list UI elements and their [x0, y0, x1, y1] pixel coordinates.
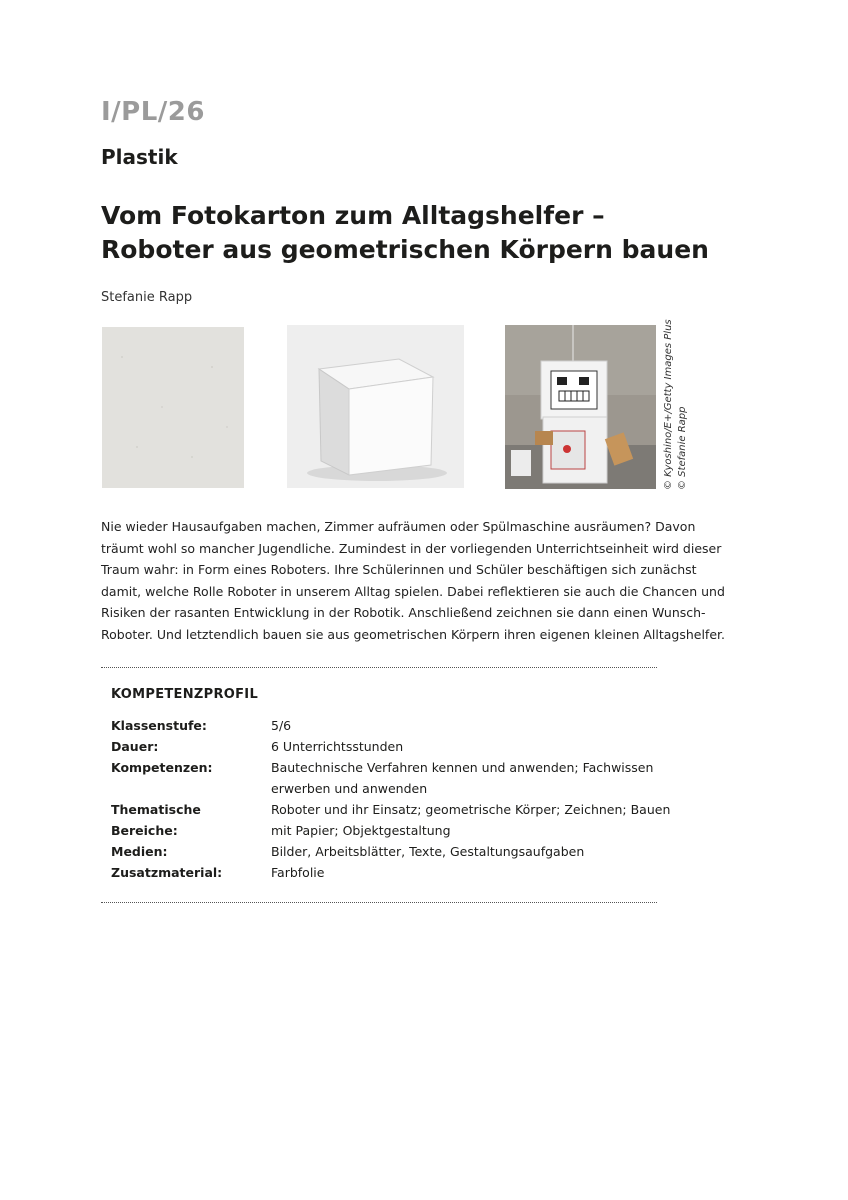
- profile-row: [111, 799, 671, 841]
- profile-row: [111, 757, 654, 799]
- photo-paper-robot: [505, 325, 656, 489]
- profile-row: [111, 841, 651, 862]
- intro-line: Nie wieder Hausaufgaben machen, Zimmer aufräumen oder Spülmaschine ausräumen? Davon: [101, 519, 696, 534]
- profile-label: Dauer:: [111, 739, 159, 754]
- intro-paragraph: [101, 516, 725, 645]
- cardboard-texture-image: [102, 327, 244, 488]
- profile-label: Zusatzmaterial:: [111, 865, 223, 880]
- document-code: I/PL/26: [101, 97, 205, 127]
- intro-line: Roboter. Und letztendlich bauen sie aus geometrischen Körpern ihren eigenen kleinen Alltagshelfer.: [101, 626, 725, 642]
- profile-value-line: Bautechnische Verfahren kennen und anwenden; Fachwissen: [271, 760, 654, 775]
- photo-cardboard: [102, 327, 244, 488]
- photo-paper-box: [287, 325, 464, 488]
- intro-line: Risiken der rasanten Entwicklung in der Robotik. Anschließend zeichnen sie dann einen Wunsch-: [101, 605, 706, 620]
- profile-value-line: mit Papier; Objektgestaltung: [271, 823, 451, 838]
- profile-value-line: erwerben und anwenden: [271, 781, 428, 796]
- section-heading: Plastik: [101, 145, 178, 169]
- author: Stefanie Rapp: [101, 290, 193, 305]
- profile-value-line: Bilder, Arbeitsblätter, Texte, Gestaltungsaufgaben: [271, 844, 585, 859]
- profile-value: [271, 799, 671, 841]
- profile-value-line: 5/6: [271, 718, 292, 733]
- intro-line: damit, welche Rolle Roboter in unserem Alltag spielen. Dabei reflektieren sie auch die Chancen und: [101, 583, 725, 599]
- profile-label: Kompetenzen:: [111, 760, 213, 775]
- title-line: Vom Fotokarton zum Alltagshelfer –: [101, 201, 605, 230]
- profile-value-line: 6 Unterrichtsstunden: [271, 739, 404, 754]
- profile-row: [111, 736, 651, 757]
- profile-value: [271, 757, 654, 799]
- intro-line: träumt wohl so mancher Jugendliche. Zumindest in der vorliegenden Unterrichtseinheit wird dieser: [101, 540, 722, 556]
- photo-credit-line: © Stefanie Rapp: [677, 406, 688, 490]
- kompetenzprofil-heading: KOMPETENZPROFIL: [111, 687, 259, 702]
- intro-line: Traum wahr: in Form eines Roboters. Ihre Schülerinnen und Schüler beschäftigen sich zunächst: [101, 562, 697, 577]
- paper-robot-image: [505, 325, 656, 489]
- kompetenzprofil-table: [111, 715, 671, 883]
- title-line: Roboter aus geometrischen Körpern bauen: [101, 235, 709, 264]
- dotted-divider: [101, 667, 657, 668]
- photo-credits: [662, 319, 698, 490]
- profile-row: [111, 862, 651, 883]
- profile-label: Medien:: [111, 844, 168, 859]
- document-title: [101, 199, 721, 267]
- profile-value-line: Roboter und ihr Einsatz; geometrische Körper; Zeichnen; Bauen: [271, 802, 671, 817]
- profile-value-line: Farbfolie: [271, 865, 325, 880]
- profile-value: [271, 736, 646, 757]
- profile-value: [271, 841, 646, 862]
- photo-credit-line: © Kyoshino/E+/Getty Images Plus: [663, 319, 674, 490]
- profile-label: Thematische Bereiche:: [111, 802, 201, 838]
- profile-row: [111, 715, 651, 736]
- profile-value: [271, 715, 646, 736]
- paper-box-image: [287, 325, 464, 488]
- dotted-divider: [101, 902, 657, 903]
- profile-value: [271, 862, 646, 883]
- profile-label: Klassenstufe:: [111, 718, 207, 733]
